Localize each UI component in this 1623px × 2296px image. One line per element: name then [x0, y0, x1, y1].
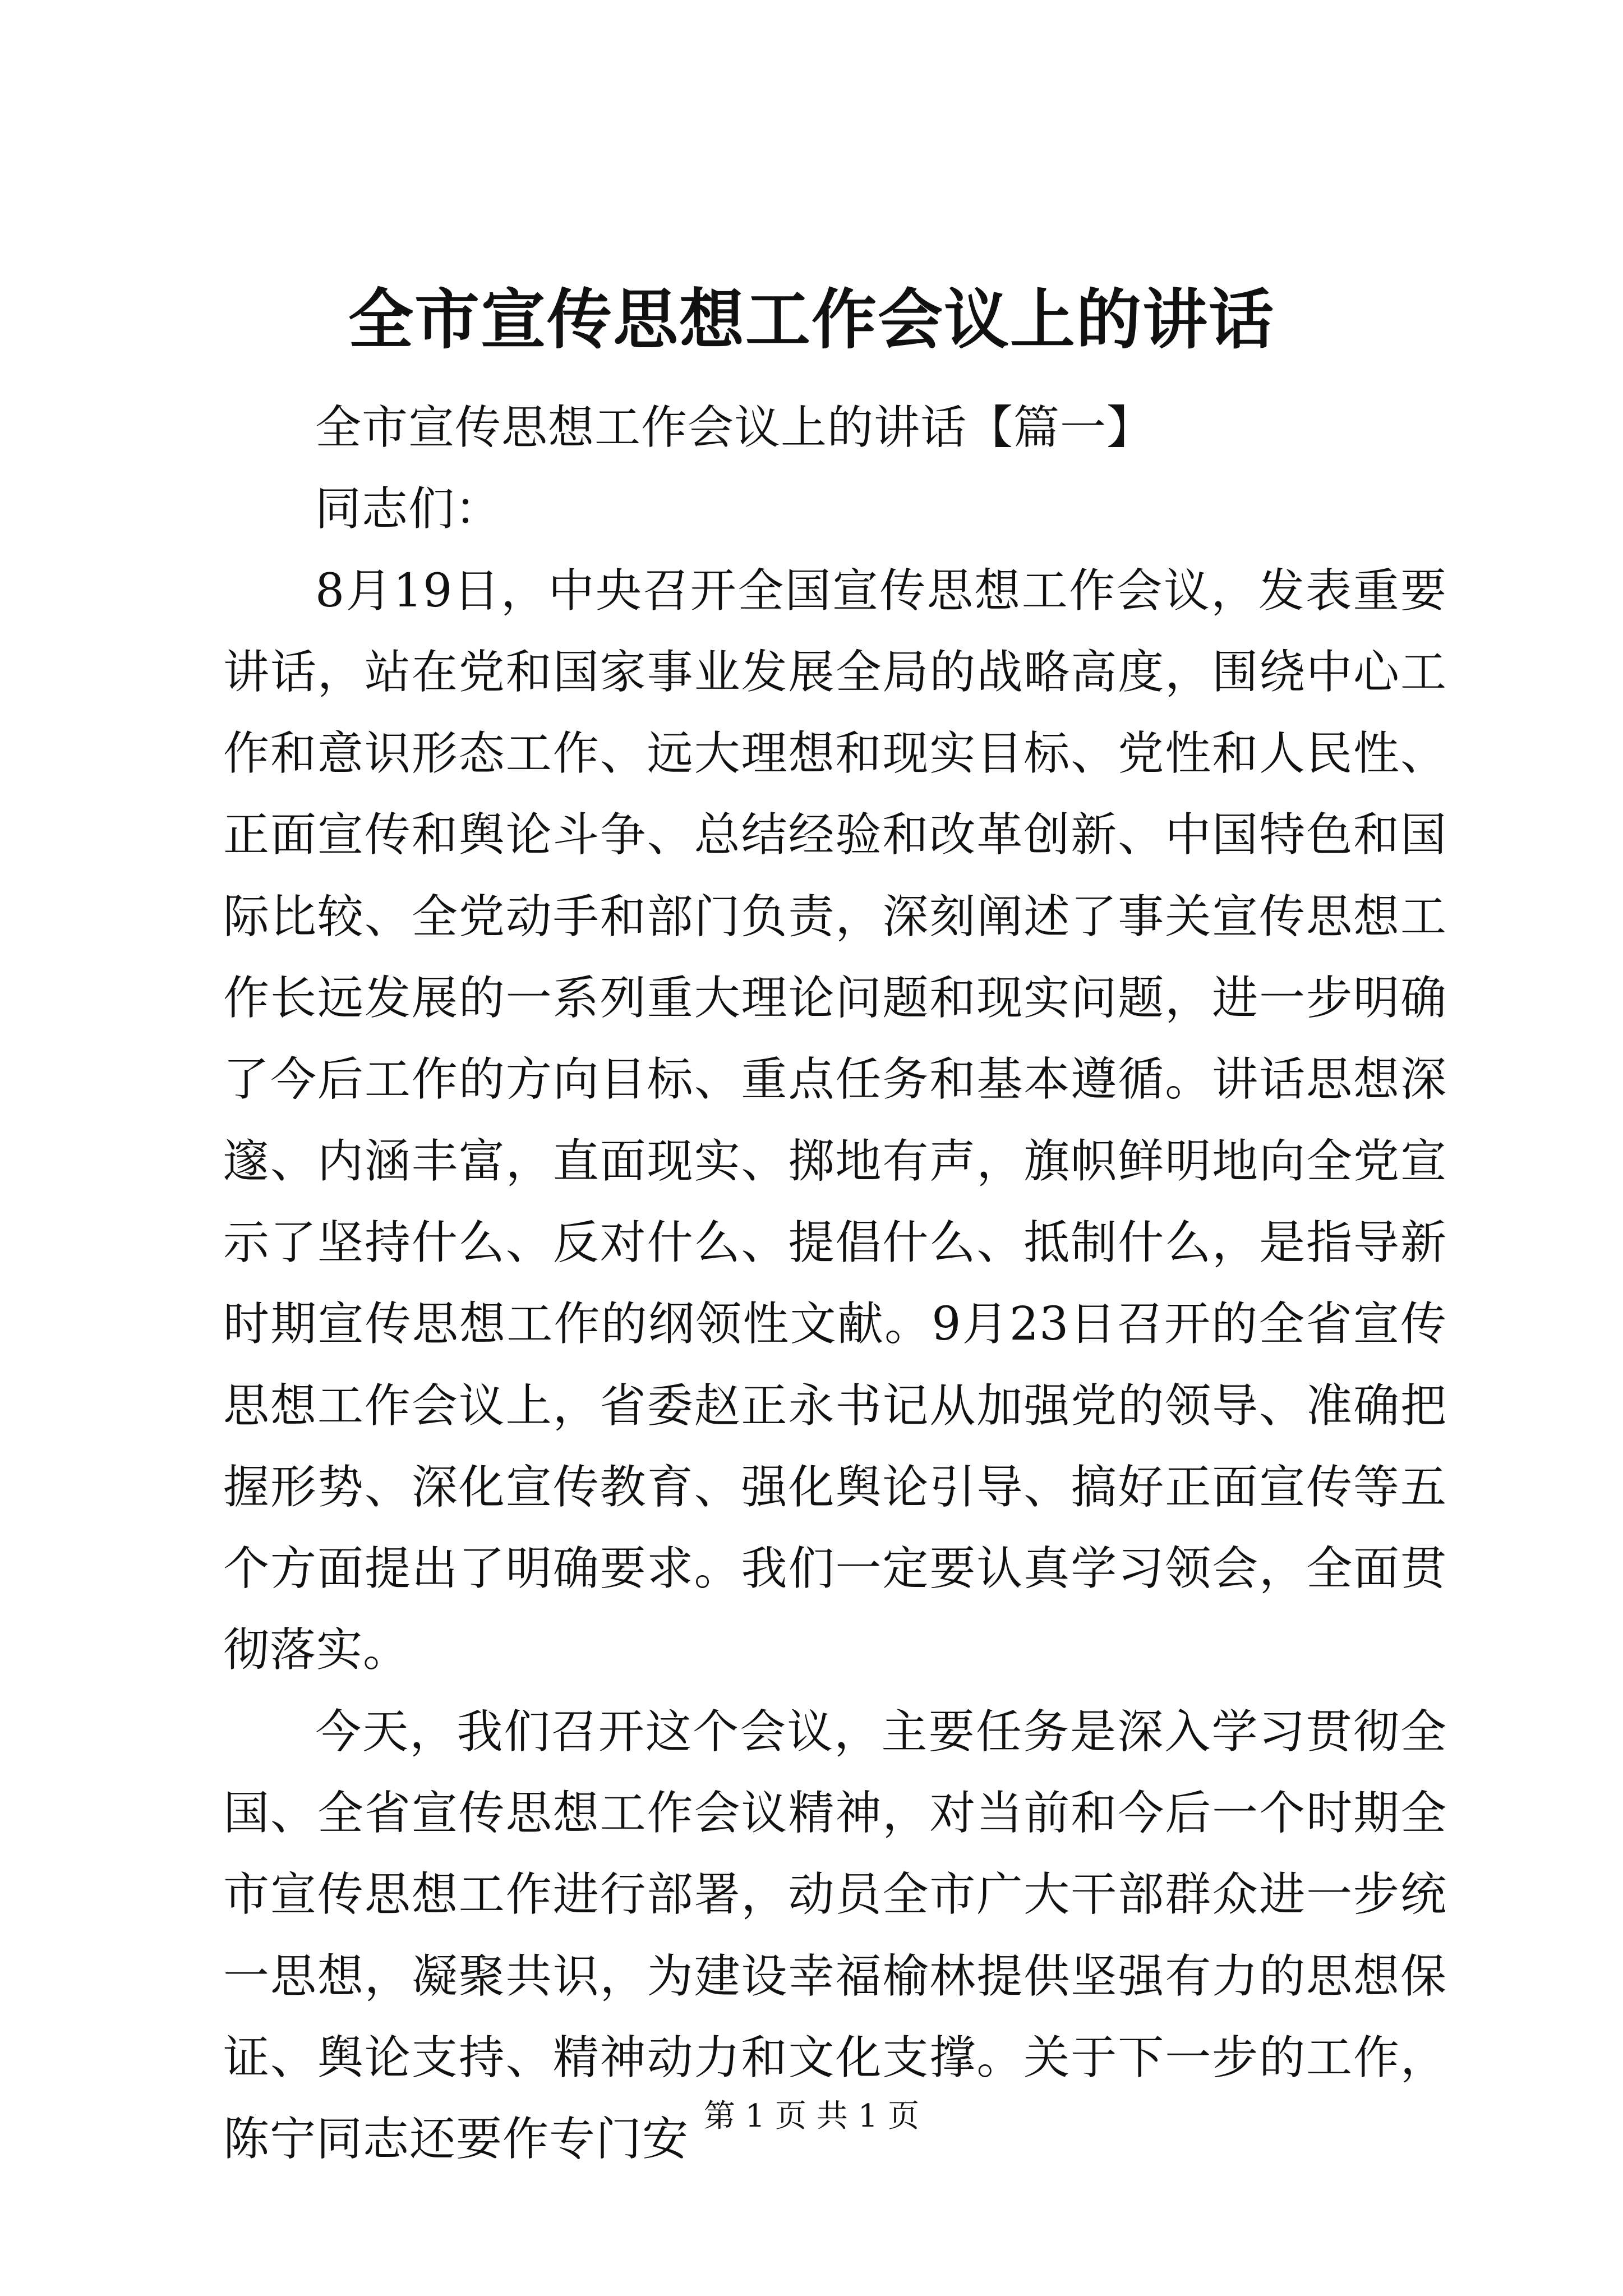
body-paragraph: 今天，我们召开这个会议，主要任务是深入学习贯彻全国、全省宣传思想工作会议精神，对当前和今后一个时期全市宣传思想工作进行部署，动员全市广大干部群众进一步统一思想，凝聚共识，为建设幸福榆林提供坚强有力的思想保证、舆论支持、精神动力和文化支撑。关于下一步的工作，陈宁同志还要作专门安	[223, 1705, 1447, 2166]
subtitle-paragraph: 全市宣传思想工作会议上的讲话【篇一】	[315, 401, 1154, 454]
document-title: 全市宣传思想工作会议上的讲话	[348, 282, 1275, 358]
document-body	[223, 387, 1447, 2180]
body-paragraph: 8月19日，中央召开全国宣传思想工作会议，发表重要讲话，站在党和国家事业发展全局的战略高度，围绕中心工作和意识形态工作、远大理想和现实目标、党性和人民性、正面宣传和舆论斗争、总结经验和改革创新、中国特色和国际比较、全党动手和部门负责，深刻阐述了事关宣传思想工作长远发展的一系列重大理论问题和现实问题，进一步明确了今后工作的方向目标、重点任务和基本遵循。讲话思想深邃、内涵丰富，直面现实、掷地有声，旗帜鲜明地向全党宣示了坚持什么、反对什么、提倡什么、抵制什么，是指导新时期宣传思想工作的纲领性文献。9月23日召开的全省宣传思想工作会议上，省委赵正永书记从加强党的领导、准确把握形势、深化宣传教育、强化舆论引导、搞好正面宣传等五个方面提出了明确要求。我们一定要认真学习领会，全面贯彻落实。	[223, 564, 1447, 1677]
salutation-paragraph: 同志们：	[315, 482, 502, 536]
page-number-footer: 第 1 页 共 1 页	[703, 2098, 920, 2134]
